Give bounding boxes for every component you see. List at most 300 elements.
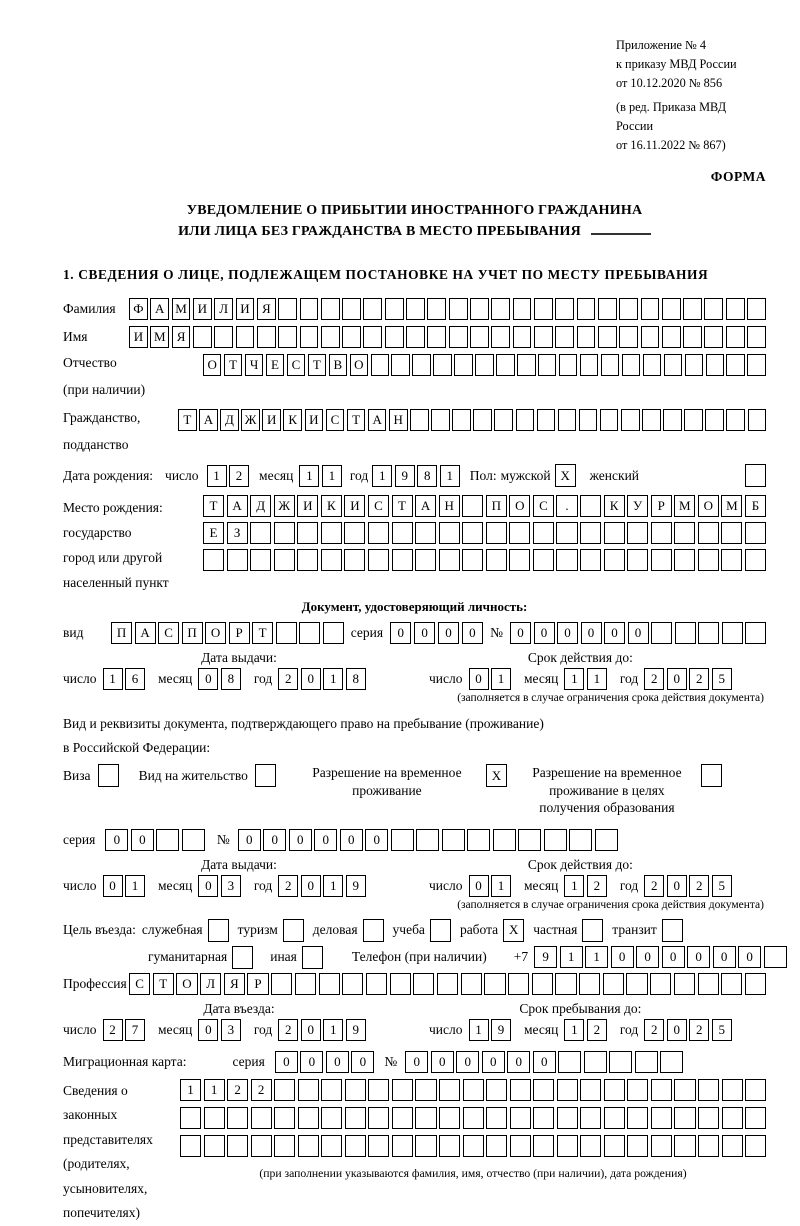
- char-cell[interactable]: [251, 1107, 272, 1129]
- char-cell[interactable]: [486, 1135, 507, 1157]
- char-cell[interactable]: [619, 298, 638, 320]
- char-cell[interactable]: [297, 549, 318, 571]
- char-cell[interactable]: И: [236, 298, 255, 320]
- char-cell[interactable]: [385, 298, 404, 320]
- char-cell[interactable]: 0: [365, 829, 388, 851]
- char-cell[interactable]: [415, 1107, 436, 1129]
- residence-issue-year[interactable]: [278, 875, 366, 897]
- purpose-humanitarian-checkbox[interactable]: [232, 946, 253, 969]
- char-cell[interactable]: [321, 1107, 342, 1129]
- doc-type-cells[interactable]: [111, 622, 344, 644]
- char-cell[interactable]: [368, 1107, 389, 1129]
- residence-valid-year[interactable]: [644, 875, 732, 897]
- char-cell[interactable]: [461, 973, 482, 995]
- char-cell[interactable]: А: [368, 409, 387, 431]
- char-cell[interactable]: [180, 1107, 201, 1129]
- char-cell[interactable]: [544, 829, 567, 851]
- residence-number-cells[interactable]: [238, 829, 618, 851]
- char-cell[interactable]: Т: [153, 973, 174, 995]
- char-cell[interactable]: [345, 1107, 366, 1129]
- char-cell[interactable]: [415, 522, 436, 544]
- birth-place-row-3[interactable]: [203, 549, 766, 571]
- char-cell[interactable]: Ч: [245, 354, 263, 376]
- char-cell[interactable]: [748, 409, 767, 431]
- char-cell[interactable]: О: [698, 495, 719, 517]
- char-cell[interactable]: 3: [221, 875, 241, 897]
- char-cell[interactable]: [274, 1079, 295, 1101]
- char-cell[interactable]: [518, 829, 541, 851]
- char-cell[interactable]: [705, 409, 724, 431]
- char-cell[interactable]: 0: [414, 622, 435, 644]
- char-cell[interactable]: [580, 522, 601, 544]
- char-cell[interactable]: [674, 549, 695, 571]
- char-cell[interactable]: Д: [220, 409, 239, 431]
- char-cell[interactable]: [236, 326, 255, 348]
- char-cell[interactable]: 0: [340, 829, 363, 851]
- char-cell[interactable]: 0: [611, 946, 634, 968]
- char-cell[interactable]: [604, 549, 625, 571]
- char-cell[interactable]: 1: [587, 668, 607, 690]
- char-cell[interactable]: А: [227, 495, 248, 517]
- char-cell[interactable]: 2: [587, 875, 607, 897]
- char-cell[interactable]: [412, 354, 430, 376]
- char-cell[interactable]: [663, 409, 682, 431]
- char-cell[interactable]: [321, 298, 340, 320]
- char-cell[interactable]: [533, 1107, 554, 1129]
- char-cell[interactable]: [745, 973, 766, 995]
- representatives-row-2[interactable]: [180, 1107, 766, 1129]
- birth-place-row-2[interactable]: [203, 522, 766, 544]
- char-cell[interactable]: [433, 354, 451, 376]
- char-cell[interactable]: [557, 1079, 578, 1101]
- doc-number-cells[interactable]: [510, 622, 766, 644]
- char-cell[interactable]: [449, 326, 468, 348]
- char-cell[interactable]: [392, 549, 413, 571]
- char-cell[interactable]: К: [321, 495, 342, 517]
- male-checkbox[interactable]: X: [555, 464, 576, 487]
- char-cell[interactable]: [439, 549, 460, 571]
- char-cell[interactable]: [604, 522, 625, 544]
- char-cell[interactable]: А: [199, 409, 218, 431]
- char-cell[interactable]: [598, 326, 617, 348]
- char-cell[interactable]: [577, 298, 596, 320]
- char-cell[interactable]: 0: [131, 829, 154, 851]
- char-cell[interactable]: [726, 354, 744, 376]
- char-cell[interactable]: [555, 298, 574, 320]
- char-cell[interactable]: [390, 973, 411, 995]
- phone-cells[interactable]: [534, 946, 787, 968]
- char-cell[interactable]: [664, 354, 682, 376]
- char-cell[interactable]: [298, 1135, 319, 1157]
- char-cell[interactable]: 0: [326, 1051, 349, 1073]
- char-cell[interactable]: [297, 522, 318, 544]
- char-cell[interactable]: [745, 1135, 766, 1157]
- char-cell[interactable]: [415, 549, 436, 571]
- char-cell[interactable]: [698, 622, 719, 644]
- char-cell[interactable]: [650, 973, 671, 995]
- visa-checkbox[interactable]: [98, 764, 119, 787]
- char-cell[interactable]: [321, 326, 340, 348]
- char-cell[interactable]: [276, 622, 297, 644]
- char-cell[interactable]: [250, 549, 271, 571]
- char-cell[interactable]: С: [129, 973, 150, 995]
- char-cell[interactable]: 2: [689, 875, 709, 897]
- char-cell[interactable]: И: [305, 409, 324, 431]
- char-cell[interactable]: 8: [346, 668, 366, 690]
- char-cell[interactable]: [726, 298, 745, 320]
- char-cell[interactable]: [698, 549, 719, 571]
- stay-month[interactable]: [564, 1019, 607, 1041]
- char-cell[interactable]: 0: [438, 622, 459, 644]
- char-cell[interactable]: 0: [469, 875, 489, 897]
- char-cell[interactable]: [342, 326, 361, 348]
- char-cell[interactable]: 1: [323, 875, 343, 897]
- char-cell[interactable]: 1: [180, 1079, 201, 1101]
- char-cell[interactable]: [580, 549, 601, 571]
- char-cell[interactable]: [510, 1079, 531, 1101]
- char-cell[interactable]: К: [283, 409, 302, 431]
- char-cell[interactable]: [278, 326, 297, 348]
- char-cell[interactable]: [321, 1135, 342, 1157]
- char-cell[interactable]: [452, 409, 471, 431]
- char-cell[interactable]: [250, 522, 271, 544]
- char-cell[interactable]: 2: [229, 465, 249, 487]
- char-cell[interactable]: 2: [278, 875, 298, 897]
- char-cell[interactable]: П: [486, 495, 507, 517]
- char-cell[interactable]: [295, 973, 316, 995]
- char-cell[interactable]: [368, 1135, 389, 1157]
- char-cell[interactable]: [463, 1079, 484, 1101]
- char-cell[interactable]: [385, 326, 404, 348]
- char-cell[interactable]: Р: [651, 495, 672, 517]
- char-cell[interactable]: [674, 973, 695, 995]
- char-cell[interactable]: [342, 298, 361, 320]
- char-cell[interactable]: [416, 829, 439, 851]
- char-cell[interactable]: [579, 409, 598, 431]
- char-cell[interactable]: [463, 1107, 484, 1129]
- char-cell[interactable]: [577, 326, 596, 348]
- char-cell[interactable]: [635, 1051, 658, 1073]
- char-cell[interactable]: [619, 326, 638, 348]
- char-cell[interactable]: [439, 1135, 460, 1157]
- char-cell[interactable]: [555, 326, 574, 348]
- char-cell[interactable]: Е: [203, 522, 224, 544]
- char-cell[interactable]: Т: [347, 409, 366, 431]
- char-cell[interactable]: 2: [587, 1019, 607, 1041]
- char-cell[interactable]: 0: [469, 668, 489, 690]
- char-cell[interactable]: [627, 522, 648, 544]
- char-cell[interactable]: [595, 829, 618, 851]
- char-cell[interactable]: [580, 1135, 601, 1157]
- char-cell[interactable]: 9: [395, 465, 415, 487]
- char-cell[interactable]: 0: [198, 668, 218, 690]
- char-cell[interactable]: М: [721, 495, 742, 517]
- char-cell[interactable]: [534, 326, 553, 348]
- char-cell[interactable]: 0: [351, 1051, 374, 1073]
- migration-card-number-cells[interactable]: [405, 1051, 683, 1073]
- char-cell[interactable]: [300, 298, 319, 320]
- char-cell[interactable]: 1: [299, 465, 319, 487]
- char-cell[interactable]: [509, 549, 530, 571]
- char-cell[interactable]: 0: [534, 622, 555, 644]
- char-cell[interactable]: 0: [462, 622, 483, 644]
- char-cell[interactable]: [745, 549, 766, 571]
- char-cell[interactable]: [366, 973, 387, 995]
- char-cell[interactable]: 0: [405, 1051, 428, 1073]
- char-cell[interactable]: [604, 1135, 625, 1157]
- char-cell[interactable]: [641, 298, 660, 320]
- char-cell[interactable]: [180, 1135, 201, 1157]
- char-cell[interactable]: [427, 326, 446, 348]
- char-cell[interactable]: [392, 1135, 413, 1157]
- residence-permit-checkbox[interactable]: [255, 764, 276, 787]
- char-cell[interactable]: [698, 1107, 719, 1129]
- char-cell[interactable]: [600, 409, 619, 431]
- char-cell[interactable]: 7: [125, 1019, 145, 1041]
- char-cell[interactable]: [604, 1107, 625, 1129]
- char-cell[interactable]: [345, 1079, 366, 1101]
- char-cell[interactable]: Ж: [241, 409, 260, 431]
- char-cell[interactable]: 0: [662, 946, 685, 968]
- purpose-business-checkbox[interactable]: [363, 919, 384, 942]
- char-cell[interactable]: Я: [257, 298, 276, 320]
- char-cell[interactable]: [556, 549, 577, 571]
- char-cell[interactable]: 0: [510, 622, 531, 644]
- char-cell[interactable]: [662, 298, 681, 320]
- char-cell[interactable]: 2: [644, 668, 664, 690]
- char-cell[interactable]: [674, 522, 695, 544]
- char-cell[interactable]: [227, 1135, 248, 1157]
- char-cell[interactable]: [486, 1079, 507, 1101]
- patronymic-cells[interactable]: [203, 354, 766, 376]
- char-cell[interactable]: [392, 1079, 413, 1101]
- char-cell[interactable]: 0: [667, 1019, 687, 1041]
- char-cell[interactable]: [321, 522, 342, 544]
- char-cell[interactable]: 1: [125, 875, 145, 897]
- char-cell[interactable]: [745, 1079, 766, 1101]
- char-cell[interactable]: [662, 326, 681, 348]
- char-cell[interactable]: 0: [198, 875, 218, 897]
- char-cell[interactable]: [626, 973, 647, 995]
- char-cell[interactable]: [764, 946, 787, 968]
- char-cell[interactable]: [579, 973, 600, 995]
- char-cell[interactable]: [344, 522, 365, 544]
- char-cell[interactable]: [557, 1107, 578, 1129]
- char-cell[interactable]: [559, 354, 577, 376]
- char-cell[interactable]: [274, 522, 295, 544]
- char-cell[interactable]: [415, 1079, 436, 1101]
- char-cell[interactable]: 1: [560, 946, 583, 968]
- char-cell[interactable]: 9: [491, 1019, 511, 1041]
- char-cell[interactable]: 2: [278, 668, 298, 690]
- char-cell[interactable]: [721, 973, 742, 995]
- char-cell[interactable]: [584, 1051, 607, 1073]
- char-cell[interactable]: [642, 409, 661, 431]
- char-cell[interactable]: О: [205, 622, 226, 644]
- char-cell[interactable]: Ф: [129, 298, 148, 320]
- char-cell[interactable]: [475, 354, 493, 376]
- char-cell[interactable]: 0: [289, 829, 312, 851]
- char-cell[interactable]: 0: [456, 1051, 479, 1073]
- char-cell[interactable]: [391, 354, 409, 376]
- char-cell[interactable]: П: [111, 622, 132, 644]
- char-cell[interactable]: [747, 298, 766, 320]
- char-cell[interactable]: 2: [278, 1019, 298, 1041]
- char-cell[interactable]: [558, 409, 577, 431]
- char-cell[interactable]: [251, 1135, 272, 1157]
- char-cell[interactable]: [406, 326, 425, 348]
- identity-valid-day[interactable]: [469, 668, 512, 690]
- char-cell[interactable]: [363, 326, 382, 348]
- char-cell[interactable]: М: [172, 298, 191, 320]
- char-cell[interactable]: [660, 1051, 683, 1073]
- char-cell[interactable]: [674, 1135, 695, 1157]
- char-cell[interactable]: [721, 522, 742, 544]
- char-cell[interactable]: [486, 1107, 507, 1129]
- char-cell[interactable]: [685, 354, 703, 376]
- char-cell[interactable]: [486, 522, 507, 544]
- representatives-row-1[interactable]: [180, 1079, 766, 1101]
- char-cell[interactable]: У: [627, 495, 648, 517]
- entry-month[interactable]: [198, 1019, 241, 1041]
- surname-cells[interactable]: [129, 298, 766, 320]
- char-cell[interactable]: Р: [229, 622, 250, 644]
- purpose-official-checkbox[interactable]: [208, 919, 229, 942]
- char-cell[interactable]: 0: [738, 946, 761, 968]
- char-cell[interactable]: 1: [564, 668, 584, 690]
- char-cell[interactable]: [745, 1107, 766, 1129]
- char-cell[interactable]: 2: [689, 1019, 709, 1041]
- char-cell[interactable]: [674, 1107, 695, 1129]
- char-cell[interactable]: П: [182, 622, 203, 644]
- char-cell[interactable]: Т: [224, 354, 242, 376]
- char-cell[interactable]: [601, 354, 619, 376]
- char-cell[interactable]: Ж: [274, 495, 295, 517]
- char-cell[interactable]: И: [129, 326, 148, 348]
- char-cell[interactable]: [454, 354, 472, 376]
- char-cell[interactable]: [569, 829, 592, 851]
- purpose-private-checkbox[interactable]: [582, 919, 603, 942]
- char-cell[interactable]: [274, 549, 295, 571]
- char-cell[interactable]: [484, 973, 505, 995]
- char-cell[interactable]: [534, 298, 553, 320]
- purpose-other-checkbox[interactable]: [302, 946, 323, 969]
- char-cell[interactable]: [627, 1135, 648, 1157]
- char-cell[interactable]: [298, 1107, 319, 1129]
- char-cell[interactable]: И: [344, 495, 365, 517]
- residence-series-cells[interactable]: [105, 829, 205, 851]
- residence-valid-day[interactable]: [469, 875, 512, 897]
- char-cell[interactable]: [462, 522, 483, 544]
- identity-issue-day[interactable]: [103, 668, 146, 690]
- char-cell[interactable]: 0: [628, 622, 649, 644]
- char-cell[interactable]: .: [556, 495, 577, 517]
- char-cell[interactable]: [470, 298, 489, 320]
- char-cell[interactable]: Н: [389, 409, 408, 431]
- char-cell[interactable]: 1: [204, 1079, 225, 1101]
- char-cell[interactable]: 0: [300, 1051, 323, 1073]
- purpose-transit-checkbox[interactable]: [662, 919, 683, 942]
- char-cell[interactable]: [462, 549, 483, 571]
- char-cell[interactable]: [413, 973, 434, 995]
- char-cell[interactable]: З: [227, 522, 248, 544]
- char-cell[interactable]: Т: [392, 495, 413, 517]
- identity-valid-month[interactable]: [564, 668, 607, 690]
- char-cell[interactable]: С: [326, 409, 345, 431]
- char-cell[interactable]: 2: [227, 1079, 248, 1101]
- char-cell[interactable]: [493, 829, 516, 851]
- char-cell[interactable]: 0: [390, 622, 411, 644]
- char-cell[interactable]: [427, 298, 446, 320]
- char-cell[interactable]: [722, 622, 743, 644]
- char-cell[interactable]: [193, 326, 212, 348]
- char-cell[interactable]: [227, 549, 248, 571]
- residence-issue-day[interactable]: [103, 875, 146, 897]
- char-cell[interactable]: 9: [346, 1019, 366, 1041]
- birth-place-row-1[interactable]: [203, 495, 766, 517]
- char-cell[interactable]: [344, 549, 365, 571]
- purpose-study-checkbox[interactable]: [430, 919, 451, 942]
- char-cell[interactable]: [533, 549, 554, 571]
- char-cell[interactable]: [698, 522, 719, 544]
- char-cell[interactable]: А: [415, 495, 436, 517]
- char-cell[interactable]: [363, 298, 382, 320]
- char-cell[interactable]: [651, 622, 672, 644]
- char-cell[interactable]: 1: [564, 1019, 584, 1041]
- char-cell[interactable]: [747, 354, 765, 376]
- char-cell[interactable]: [726, 326, 745, 348]
- char-cell[interactable]: 3: [221, 1019, 241, 1041]
- purpose-tourism-checkbox[interactable]: [283, 919, 304, 942]
- migration-card-series-cells[interactable]: [275, 1051, 375, 1073]
- char-cell[interactable]: [319, 973, 340, 995]
- char-cell[interactable]: [227, 1107, 248, 1129]
- char-cell[interactable]: 0: [103, 875, 123, 897]
- char-cell[interactable]: А: [150, 298, 169, 320]
- char-cell[interactable]: Р: [247, 973, 268, 995]
- char-cell[interactable]: [643, 354, 661, 376]
- char-cell[interactable]: Т: [252, 622, 273, 644]
- char-cell[interactable]: [300, 326, 319, 348]
- birth-year-cells[interactable]: [372, 465, 460, 487]
- char-cell[interactable]: Т: [308, 354, 326, 376]
- char-cell[interactable]: Я: [224, 973, 245, 995]
- char-cell[interactable]: [627, 1079, 648, 1101]
- char-cell[interactable]: [580, 495, 601, 517]
- char-cell[interactable]: [509, 522, 530, 544]
- identity-issue-month[interactable]: [198, 668, 241, 690]
- char-cell[interactable]: 1: [491, 668, 511, 690]
- char-cell[interactable]: [214, 326, 233, 348]
- char-cell[interactable]: Л: [200, 973, 221, 995]
- char-cell[interactable]: [675, 622, 696, 644]
- char-cell[interactable]: 1: [440, 465, 460, 487]
- char-cell[interactable]: 1: [323, 668, 343, 690]
- char-cell[interactable]: [722, 1135, 743, 1157]
- char-cell[interactable]: [392, 1107, 413, 1129]
- char-cell[interactable]: [627, 549, 648, 571]
- char-cell[interactable]: [683, 298, 702, 320]
- char-cell[interactable]: [745, 522, 766, 544]
- char-cell[interactable]: Т: [178, 409, 197, 431]
- char-cell[interactable]: 2: [251, 1079, 272, 1101]
- purpose-work-checkbox[interactable]: X: [503, 919, 524, 942]
- char-cell[interactable]: 1: [491, 875, 511, 897]
- char-cell[interactable]: 1: [103, 668, 123, 690]
- char-cell[interactable]: 0: [557, 622, 578, 644]
- char-cell[interactable]: 1: [322, 465, 342, 487]
- char-cell[interactable]: [651, 522, 672, 544]
